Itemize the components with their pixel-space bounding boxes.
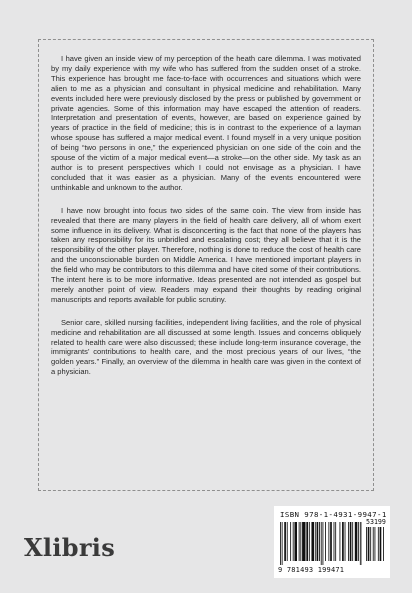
barcode-bar [287, 522, 288, 561]
barcode-bar [352, 522, 353, 561]
barcode-bar [300, 522, 301, 561]
barcode-bar [309, 522, 310, 561]
isbn-label: ISBN 978-1-4931-9947-1 [280, 510, 387, 519]
publisher-logo: Xlibris [24, 533, 116, 562]
isbn-barcode-block [274, 506, 390, 578]
barcode-bar [317, 522, 319, 561]
barcode-bar [360, 522, 361, 565]
barcode-bar [380, 527, 382, 561]
price-code: 53199 [366, 518, 386, 526]
blurb-frame [38, 39, 374, 491]
barcode-addon-bars [366, 527, 386, 565]
barcode-bar [368, 527, 370, 561]
barcode-bar [383, 527, 384, 561]
barcode-bar [294, 522, 297, 561]
barcode-bar [335, 522, 336, 561]
barcode-bar [306, 522, 308, 561]
barcode-bar [345, 522, 346, 561]
barcode-bar [373, 527, 374, 561]
barcode-bar [342, 522, 344, 561]
barcode-bar [299, 522, 300, 561]
barcode-bar [321, 522, 322, 565]
barcode-bar [282, 522, 283, 565]
barcode-bar [323, 522, 324, 565]
barcode-bar [293, 522, 294, 561]
blurb-paragraph-3: Senior care, skilled nursing facilities, independent living facilities, and the role of physical medicine and rehabilitation are all discussed at some length. Issues and concerns obliquely related to health care were also discussed; these include long-term insurance coverage, the immigrants’ contributions to health care, and the most precious years of our lives, “the golden years.” Finally, an overview of the dilemma in health care was given in the context of a physician. [51, 317, 361, 377]
barcode-bar [311, 522, 314, 561]
barcode-bar [370, 527, 371, 561]
blurb-paragraph-1: I have given an inside view of my perception of the heath care dilemma. I was motivated by my daily experience with my wife who has suffered from the sudden onset of a stroke. This experience has brought me face-to-face with occurrences and situations which were alien to me as a physician and consultant in physical medicine and rehabilitation. Many events included here were previously disclosed by the press or published by government or private agencies. Some of this information may have escaped the attention of readers. Interpretation and presentation of events, however, are based on experience gained by years of practice in the field of medicine; this is in contrast to the experience of a layman whose spouse has suffered a major medical event. I found myself in a very unique position of being “two persons in one,” the experienced physician on one side of the coin and the spouse of the victim of a major medical event—a stroke—on the other side. My task as an author is to present perspectives which I could not envisage as a physician. I have concluded that it was easier as a physician. Many of the events encountered were unthinkable and unknown to the author. [51, 54, 361, 192]
barcode-bar [358, 522, 359, 561]
barcode-bar [375, 527, 376, 561]
barcode-bar [330, 522, 332, 561]
barcode-bar [325, 522, 326, 561]
barcode-main-bars [280, 522, 362, 565]
barcode-bar [315, 522, 316, 561]
barcode-bar [366, 527, 367, 561]
barcode-bar [284, 522, 286, 561]
barcode-bar [334, 522, 335, 561]
barcode-bar [302, 522, 305, 561]
barcode-bar [280, 522, 281, 565]
barcode-bar [290, 522, 291, 561]
barcode-bar [328, 522, 329, 561]
barcode-bar [355, 522, 358, 561]
blurb-paragraph-2: I have now brought into focus two sides of the same coin. The view from inside has revealed that there are many players in the field of health care delivery, all of whom exert some influence in its delivery. What is disconcerting is the fact that none of the players has taken any responsibility for its unbridled and escalating cost; they all believe that it is the responsibility of the other player. Therefore, nothing is done to reduce the cost of health care and the unconscionable burden on Middle America. I have mentioned important players in the field who may be contributors to this dilemma and have cited some of their contributions. The intent here is to be more informative. Ideas presented are not intended as gospel but merely another point of view. Readers may expand their thoughts by reading original manuscripts and reports available for public scrutiny. [51, 205, 361, 304]
barcode-bar [348, 522, 349, 561]
barcode-bar [340, 522, 341, 561]
barcode-bar [350, 522, 352, 561]
barcode-bar [378, 527, 379, 561]
barcode-number: 9 781493 199471 [278, 566, 345, 574]
barcode-bar [319, 522, 320, 561]
